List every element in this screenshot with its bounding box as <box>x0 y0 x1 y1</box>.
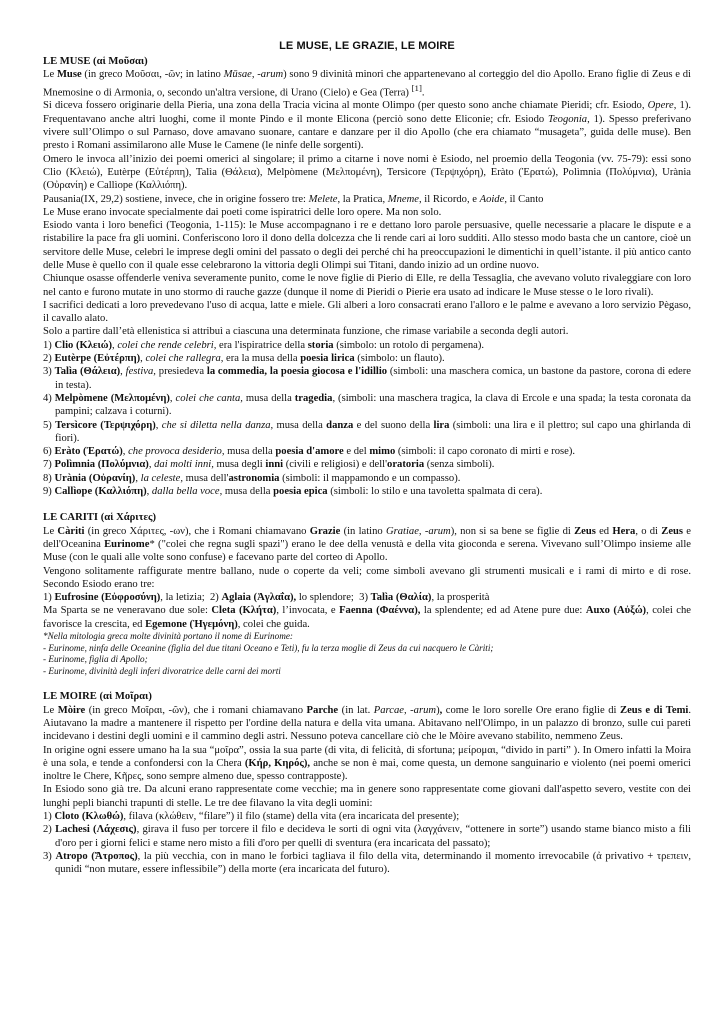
paragraph: Le Muse erano invocate specialmente dai poeti come ispiratrici delle loro opere. Ma non solo. <box>43 206 442 218</box>
section-heading: LE MUSE (αἱ Μοῦσαι) <box>43 56 148 67</box>
list-item: 3) Talìa (Θάλεια), festiva, presiedeva la commedia, la poesia giocosa e l'idillio (simboli: una maschera comica, un bastone da pastore, corona di edere in testa). <box>43 366 691 391</box>
paragraph: I sacrifici dedicati a loro prevedevano l'uso di acqua, latte e miele. Gli alberi a loro consacrati erano l'alloro e le palme e avevano a loro servizio Pègaso, il cavallo alato. <box>43 299 691 325</box>
document-body <box>43 55 691 877</box>
paragraph: In Esiodo sono già tre. Da alcuni erano rappresentate come vecchie; ma in genere sono rappresentate come giovani dall'aspetto severo, vestite con dei lunghi pepli bianchi trapunti di stelle. Le tre dee filavano la vita degli uomini: <box>43 784 691 809</box>
section-spacer <box>43 677 691 690</box>
paragraph: Esiodo vanta i loro benefici (Teogonia, 1-115): le Muse accompagnano i re e dettano loro parole persuasive, quelle necessarie a placare le dispute e a ristabilire la pace fra gli uomini. Conferiscono loro il dono della dolcezza che li rende cari ai loro sudditi. Allo stesso modo basta che un cantore, cioè un servitore delle Muse, celebri le imprese degli omini del passato o degli dei perché chi ha preoccupazioni le dimentichi in quell’istante. il più antico canto delle Muse è quello con il quale esse celebrarono la vittoria degli Olimpi sui Titani, dando inizio ad un ordine nuovo. <box>43 220 691 271</box>
section-heading: LE CARITI (αἱ Χάριτες) <box>43 512 156 524</box>
paragraph: Le Muse (in greco Μοῦσαι, -ῶν; in latino Mūsae, -arum) sono 9 divinità minori che appartenevano al corteggio del dio Apollo. Erano figlie di Zeus e di Mnemosine o di Armonia, o, secondo un'altra versione, di Urano (Cielo) e Gea (Terra) [1]. <box>43 69 691 99</box>
footnote-line: *Nella mitologia greca molte divinità portano il nome di Eurinome: <box>43 631 293 641</box>
list-item: 5) Tersìcore (Τερψιχόρη), che si diletta nella danza, musa della danza e del suono della lira (simboli: una lira e il plettro; sul capo una ghirlanda di fiori). <box>43 419 692 444</box>
footnote-line: - Eurinome, ninfa delle Oceanine (figlia del due titani Oceano e Teti), fu la terza moglie di Zeus da cui nacquero le Càriti; <box>43 642 494 653</box>
list-item: 6) Eràto (Ἐρατώ), che provoca desiderio, musa della poesia d'amore e del mimo (simboli: il capo coronato di mirti e rose). <box>43 446 576 458</box>
list-item: 9) Callìope (Καλλιόπη), dalla bella voce, musa della poesia epica (simboli: lo stilo e una tavoletta spalmata di cera). <box>43 486 543 498</box>
footnote-line: - Eurinome, figlia di Apollo; <box>43 654 148 665</box>
paragraph: Le Càriti (in greco Χάριτες, -ων), che i Romani chiamavano Grazie (in latino Gratiae, -arum), non si sa bene se figlie di Zeus ed Hera, o di Zeus e dell'Oceanina Eurinome* ("colei che regna sugli spazi") erano le dee della venustà e della vita gioconda e serena. Vivevano sull’Olimpo insieme alle Muse (con le quali alle volte sono confuse) e facevano parte del corteo di Apollo. <box>43 525 691 564</box>
section-spacer <box>43 498 691 511</box>
paragraph: 1) Eufrosine (Εὐφροσύνη), la letizia; 2) Aglaia (Ἀγλαΐα), lo splendore; 3) Talìa (Θαλία), la prosperità <box>43 592 490 604</box>
paragraph: Solo a partire dall’età ellenistica si attribuì a ciascuna una determinata funzione, che rimase variabile a seconda degli autori. <box>43 326 569 338</box>
list-item: 1) Clio (Κλειώ), colei che rende celebri, era l'ispiratrice della storia (simbolo: un rotolo di pergamena). <box>43 339 485 351</box>
document-page <box>43 40 691 877</box>
list-item: 4) Melpòmene (Μελπομένη), colei che canta, musa della tragedia, (simboli: una maschera tragica, la clava di Ercole e una spada; la testa coronata da pampini; calzava i coturni). <box>43 392 691 418</box>
list-item: 3) Atropo (Ἄτροπος), la più vecchia, con in mano le forbici tagliava il filo della vita, determinando il momento irrevocabile (ἀ privativo + τρεπειν, qunidi “non mutare, essere inflessibile”) della morte (era incaricata del futuro). <box>43 850 691 876</box>
list-item: 2) Eutèrpe (Εὐτέρπη), colei che rallegra, era la musa della poesia lirica (simbolo: un flauto). <box>43 353 445 365</box>
paragraph: Le Mòire (in greco Μοῖραι, -ῶν), che i romani chiamavano Parche (in lat. Parcae, -arum), come le loro sorelle Ore erano figlie di Zeus e di Temi. Aiutavano la madre a mantenere il rispetto per l'ordine della natura e della vita umana. Abitavano nell'Olimpo, in un palazzo di bronzo, sulle cui pareti incidevano i destini degli uomini e il cammino degli astri. Nessuno poteva cancellare ciò che le Mòire avevano stabilito, nemmeno Zeus. <box>43 704 692 743</box>
section-heading: LE MOIRE (αἱ Μοῖραι) <box>43 691 152 703</box>
list-item: 8) Urània (Οὐρανίη), la celeste, musa dell'astronomia (simboli: il mappamondo e un compasso). <box>43 472 461 484</box>
paragraph: Chiunque osasse offenderle veniva severamente punito, come le nove figlie di Pierio di Elle, re della Tessaglia, che avevano voluto rivaleggiare con loro nel canto e furono mutate in uno stormo di rauche gazze (dunque il nome di Pieridi o Pierie era usato ad indicare le Muse stesse o le loro rivali). <box>43 273 691 298</box>
paragraph: Pausania(IX, 29,2) sostiene, invece, che in origine fossero tre: Melete, la Pratica, Mneme, il Ricordo, e Aoide, il Canto <box>43 193 544 205</box>
list-item: 7) Polìmnia (Πολύμνια), dai molti inni, musa degli inni (civili e religiosi) e dell'oratoria (senza simboli). <box>43 459 495 471</box>
paragraph: In origine ogni essere umano ha la sua “μοῖρα”, ossia la sua parte (di vita, di felicità, di sfortuna; μείρομαι, “divido in parti” ). In Omero infatti la Moira è una sola, e tende a confondersi con la Chera (Κήρ, Κηρός), anche se non è mai, come questa, un demone sanguinario e violento (nei poemi omerici inoltre le Chere, Κῆρες, sono sempre almeno due, spesso contrapposte). <box>43 744 691 783</box>
paragraph: Vengono solitamente raffigurate mentre ballano, nude o coperte da veli; come simboli avevano gli strumenti musicali e i rami di mirto e di rose. Secondo Esiodo erano tre: <box>43 565 691 590</box>
paragraph: Si diceva fossero originarie della Pieria, una zona della Tracia vicina al monte Olimpo (per questo sono anche chiamate Pieridi; cfr. Esiodo, Opere, 1). Frequentavano anche altri luoghi, come il monte Pindo e il monte Elicona (perciò sono dette Eliconie; cfr. Esiodo Teogonia, 1). Spesso preferivano vivere sull’Olimpo o sul Parnaso, dove amavano suonare, cantare e danzare per il dio Apollo (che era chiamato “musageta”, guida delle muse). Ben presto i Romani assimilarono alle Muse le Camene (le ninfe delle sorgenti). <box>43 100 691 152</box>
list-item: 1) Cloto (Κλωθώ), filava (κλώθειν, “filare”) il filo (stame) della vita (era incaricata del presente); <box>43 811 460 823</box>
paragraph: Omero le invoca all’inizio dei poemi omerici al singolare; il primo a citarne i nove nomi è Esiodo, nel proemio della Teogonia (vv. 75-79): essi sono Clio (Κλειώ), Eutèrpe (Εὐτέρπη), Talìa (Θάλεια), Melpòmene (Μελπομένη), Tersìcore (Τερψιχόρη), Eràto (Ἐρατώ), Polìmnia (Πολύμνια), Urània (Οὐρανίη) e Callìope (Καλλιόπη). <box>43 153 691 192</box>
footnote-line: - Eurinome, divinità degli inferi divoratrice delle carni dei morti <box>43 665 281 676</box>
paragraph: Ma Sparta se ne veneravano due sole: Cleta (Κλήτα), l’invocata, e Faenna (Φαέννα), la splendente; ed ad Atene pure due: Auxo (Αὐξώ), colei che favorisce la crescita, ed Egemone (Ἡγεμόνη), colei che guida. <box>43 605 691 630</box>
document-title: LE MUSE, LE GRAZIE, LE MOIRE <box>279 40 455 52</box>
list-item: 2) Lachesi (Λάχεσις), girava il fuso per torcere il filo e decideva le sorti di ogni vita (λαγχάνειν, “ottenere in sorte”) usando stame bianco misto a fili d'oro per i giorni felici e stame nero misto a fili d'oro per quelli di sventura (era incaricata del passato); <box>43 824 691 849</box>
